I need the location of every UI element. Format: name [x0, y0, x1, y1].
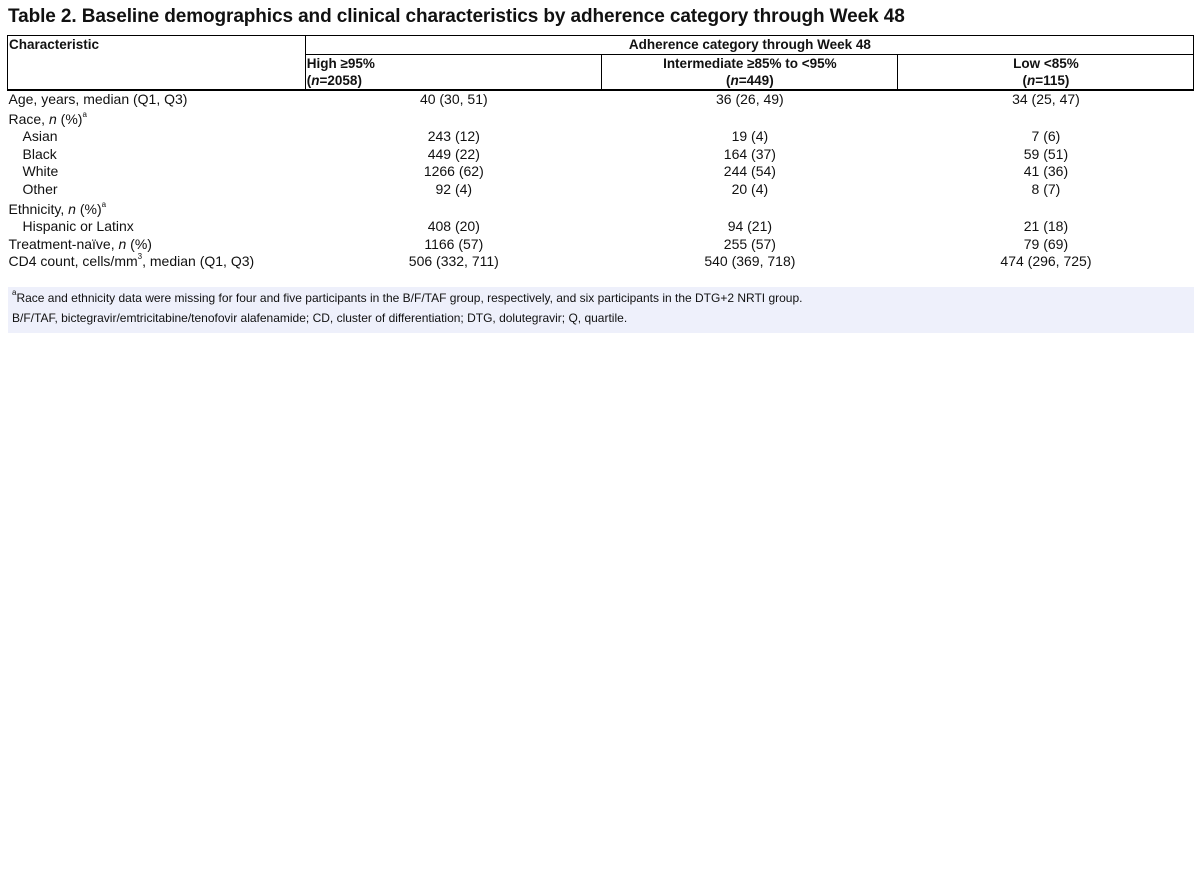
cell-black-intermediate: 164 (37)	[723, 145, 776, 162]
cell-cd4-low: 474 (296, 725)	[1000, 253, 1092, 270]
table-row	[8, 218, 1194, 236]
cell-naive-high: 1166 (57)	[424, 235, 484, 252]
cell-naive-intermediate: 255 (57)	[723, 235, 776, 252]
header-col-low-label: Low <85%	[1013, 56, 1079, 71]
cell-cd4-high: 506 (332, 711)	[408, 253, 499, 270]
header-col-high-label: High ≥95%	[306, 56, 375, 71]
header-col-high-n: n	[311, 73, 320, 88]
header-col-intermediate-n: n	[730, 73, 739, 88]
cell-other-low: 8 (7)	[1031, 180, 1061, 197]
header-adherence-group: Adherence category through Week 48	[305, 36, 1193, 55]
header-col-low: Low <85% (n=115)	[897, 55, 1193, 91]
header-col-intermediate-n-value: =449	[738, 73, 770, 88]
row-label-treatment-naive: Treatment-naïve, n (%)	[8, 235, 152, 252]
table-row	[8, 181, 1194, 199]
table-row	[8, 236, 1194, 254]
header-col-high: High ≥95% (n=2058)	[305, 55, 601, 91]
table-row	[8, 146, 1194, 164]
table-row	[8, 253, 1194, 271]
row-label-race: Race, n (%)$^a$	[8, 109, 87, 127]
cell-white-high: 1266 (62)	[423, 163, 484, 180]
footnote-abbreviations: B/F/TAF, bictegravir/emtricitabine/tenofovir alafenamide; CD, cluster of differentiation; DTG, dolutegravir; Q, quartile.	[12, 311, 628, 325]
cell-hispanic-intermediate: 94 (21)	[727, 218, 773, 235]
demographics-table	[7, 35, 1194, 271]
table-row	[8, 109, 1194, 129]
cell-white-intermediate: 244 (54)	[723, 163, 776, 180]
header-col-low-n-value: =115	[1035, 73, 1065, 88]
header-col-intermediate-label: Intermediate ≥85% to <95%	[663, 56, 837, 71]
header-col-high-n-value: =2058	[319, 73, 358, 88]
cell-naive-low: 79 (69)	[1023, 235, 1069, 252]
footnote-a: $^a$Race and ethnicity data were missing for four and five participants in the B/F/TAF group, respectively, and six participants in the DTG+2 NRTI group.	[12, 288, 803, 305]
row-label-cd4: CD4 count, cells/$mm^3$, median (Q1, Q3)	[8, 252, 255, 270]
table-row	[8, 90, 1194, 109]
table-footnotes	[8, 287, 1194, 333]
row-label-hispanic: Hispanic or Latinx	[22, 218, 134, 235]
table-title: Table 2. Baseline demographics and clinical characteristics by adherence category through Week 48	[8, 6, 905, 27]
row-label-ethnicity: Ethnicity, n (%)$^a$	[8, 199, 107, 217]
header-row-group	[8, 36, 1194, 55]
cell-age-high: 40 (30, 51)	[419, 91, 488, 107]
footnote-a-marker: a	[12, 288, 17, 297]
cell-cd4-intermediate: 540 (369, 718)	[704, 253, 796, 270]
row-label-other: Other	[22, 180, 58, 197]
cell-black-low: 59 (51)	[1023, 145, 1069, 162]
cell-age-low: 34 (25, 47)	[1012, 91, 1080, 107]
table-row	[8, 128, 1194, 146]
cell-asian-high: 243 (12)	[427, 128, 480, 145]
cell-asian-low: 7 (6)	[1031, 128, 1061, 145]
table-row	[8, 163, 1194, 181]
header-col-intermediate: Intermediate ≥85% to <95% (n=449)	[601, 55, 897, 91]
table-row	[8, 199, 1194, 219]
cell-other-intermediate: 20 (4)	[731, 180, 769, 197]
cell-age-intermediate: 36 (26, 49)	[716, 91, 784, 107]
header-characteristic: Characteristic	[8, 36, 306, 91]
cell-white-low: 41 (36)	[1023, 163, 1069, 180]
row-label-white: White	[22, 163, 59, 180]
cell-hispanic-low: 21 (18)	[1023, 218, 1069, 235]
row-label-black: Black	[22, 145, 57, 162]
cell-hispanic-high: 408 (20)	[427, 218, 480, 235]
header-col-low-n: n	[1026, 73, 1036, 88]
cell-other-high: 92 (4)	[435, 180, 473, 197]
cell-asian-intermediate: 19 (4)	[731, 128, 769, 145]
cell-black-high: 449 (22)	[427, 145, 480, 162]
row-label-age: Age, years, median (Q1, Q3)	[8, 91, 188, 107]
row-label-asian: Asian	[22, 128, 58, 145]
